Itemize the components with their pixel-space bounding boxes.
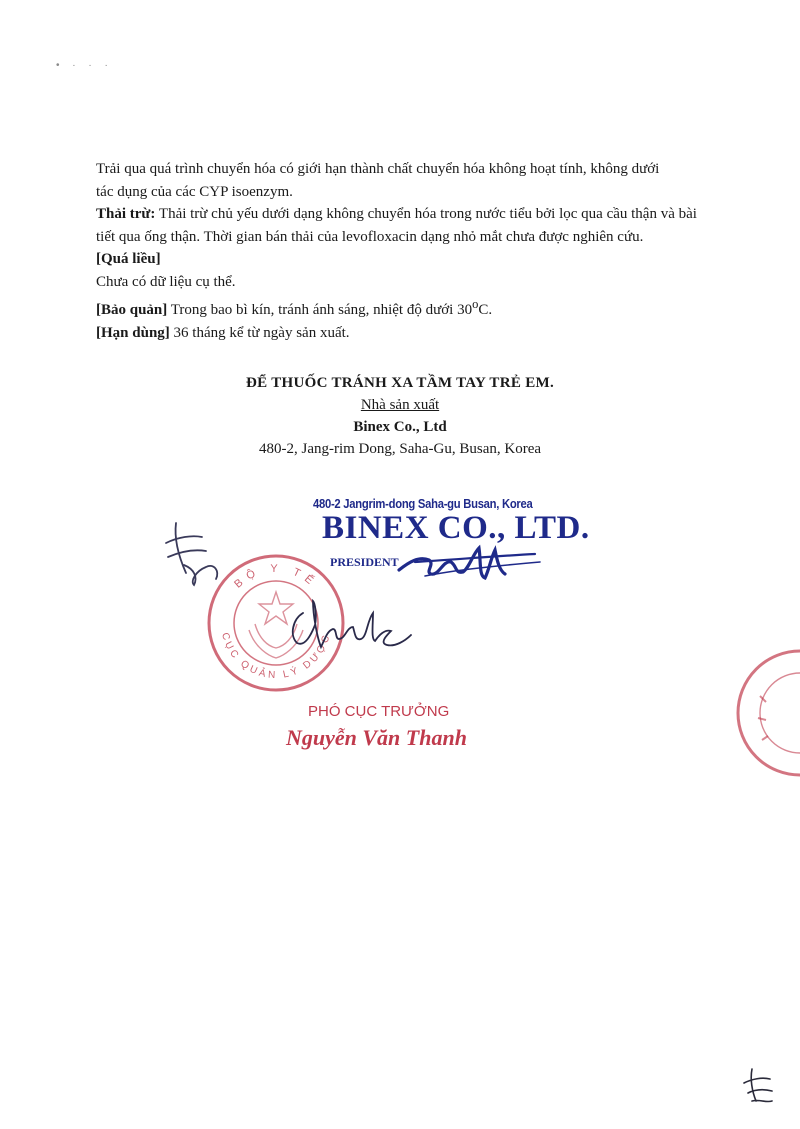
seal-ring-top-text: BỘ Y TẾ — [232, 562, 320, 591]
elimination-paragraph — [96, 203, 716, 248]
header-marks: • · · · — [56, 60, 113, 71]
deputy-director-name: Nguyễn Văn Thanh — [286, 725, 467, 750]
seal-ring-bottom-text: CỤC QUẢN LÝ DƯỢC — [218, 631, 334, 682]
product-info-text — [96, 158, 716, 344]
svg-text:BỘ Y TẾ — [232, 563, 320, 591]
elimination-label: Thải trừ: — [96, 206, 156, 222]
storage-text-unit: C. — [478, 302, 493, 318]
elimination-text: Thải trừ chủ yếu dưới dạng không chuyển hóa trong nước tiểu bởi lọc qua cầu thận và bài tiết qua ống thận. Thời gian bán thải của levofloxacin dạng nhỏ mắt chưa được nghiên cứu. — [96, 206, 697, 245]
stamp-company-name: BINEX CO., LTD. — [322, 510, 590, 546]
shelf-life-text: 36 tháng kể từ ngày sản xuất. — [169, 324, 350, 341]
manufacturer-label: Nhà sản xuất — [360, 397, 440, 413]
storage-paragraph — [96, 293, 716, 322]
company-name: Binex Co., Ltd — [353, 419, 447, 435]
metabolism-line-2: tác dụng của các CYP isoenzym. — [96, 183, 293, 200]
manufacturer-block — [150, 372, 650, 460]
degree-superscript: o — [472, 297, 479, 311]
shelf-life-label: [Hạn dùng] — [96, 324, 170, 341]
child-warning: ĐỂ THUỐC TRÁNH XA TẦM TAY TRẺ EM. — [245, 375, 555, 391]
deputy-director-title: PHÓ CỤC TRƯỞNG — [308, 703, 450, 720]
corner-initial-icon — [738, 1063, 778, 1108]
president-signature-icon — [395, 540, 545, 585]
stamp-address: 480-2 Jangrim-dong Saha-gu Busan, Korea — [313, 497, 533, 511]
deputy-signature-icon — [275, 595, 415, 660]
storage-label: [Bảo quản] — [96, 302, 168, 318]
storage-text: Trong bao bì kín, tránh ánh sáng, nhiệt độ dưới 30 — [167, 302, 473, 318]
shelf-life-paragraph — [96, 322, 716, 345]
overdose-text: Chưa có dữ liệu cụ thể. — [96, 273, 236, 290]
partial-seal-icon — [700, 648, 800, 778]
stamp-president-label: PRESIDENT — [330, 555, 399, 569]
overdose-heading: [Quá liều] — [96, 251, 161, 267]
metabolism-line-1: Trải qua quá trình chuyển hóa có giới hạn thành chất chuyển hóa không hoạt tính, không dưới — [96, 161, 660, 177]
company-address: 480-2, Jang-rim Dong, Saha-Gu, Busan, Korea — [258, 441, 542, 457]
